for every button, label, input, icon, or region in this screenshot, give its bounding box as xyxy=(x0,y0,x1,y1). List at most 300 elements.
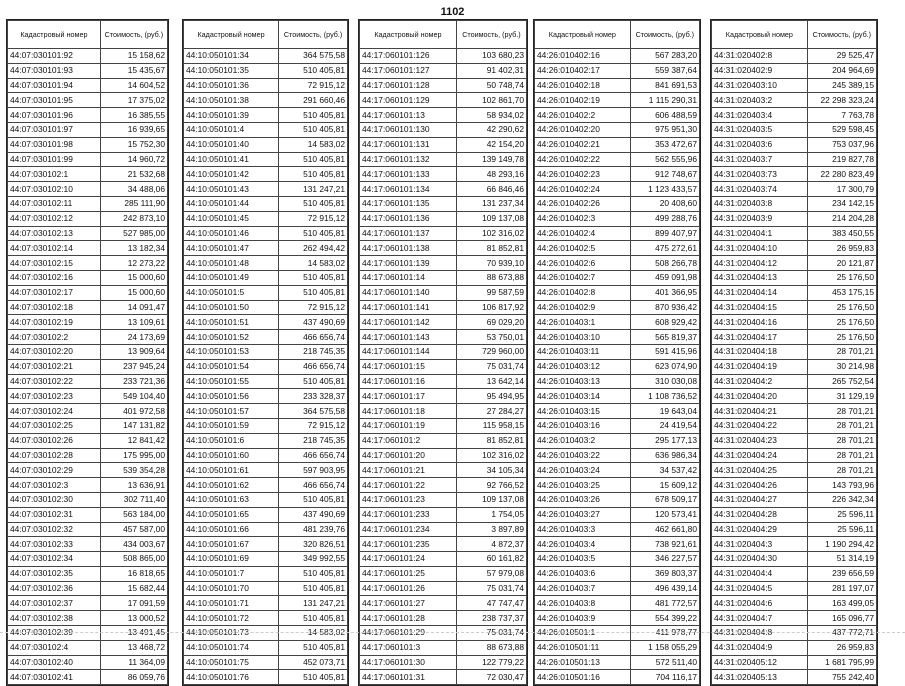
table-row xyxy=(184,670,348,685)
cadastral-number-cell: 44:26:010402:6 xyxy=(535,256,631,271)
cadastral-number-cell: 44:10:050101:38 xyxy=(184,93,279,108)
value-cell: 29 525,47 xyxy=(807,49,876,64)
table-row xyxy=(712,226,877,241)
cadastral-number-cell: 44:26:010403:14 xyxy=(535,389,631,404)
cadastral-number-cell: 44:31:020404:30 xyxy=(712,552,808,567)
value-cell: 755 242,40 xyxy=(807,670,876,685)
cadastral-number-cell: 44:17:060101:27 xyxy=(360,596,457,611)
table-row xyxy=(712,182,877,197)
cadastral-number-cell: 44:10:050101:34 xyxy=(184,49,279,64)
cadastral-table-2 xyxy=(182,19,349,686)
table-row xyxy=(184,285,348,300)
cadastral-number-cell: 44:26:010501:16 xyxy=(535,670,631,685)
value-cell: 452 073,71 xyxy=(279,655,348,670)
table-row xyxy=(712,537,877,552)
value-cell: 346 227,57 xyxy=(630,552,699,567)
cadastral-table-3 xyxy=(358,19,528,686)
table-row xyxy=(8,344,168,359)
cadastral-number-cell: 44:10:050101:41 xyxy=(184,152,279,167)
table-row xyxy=(535,655,700,670)
cadastral-number-cell: 44:17:060101:130 xyxy=(360,122,457,137)
column-header-cadastral-number: Кадастровый номер xyxy=(8,21,101,49)
table-row xyxy=(360,300,527,315)
table-row xyxy=(712,433,877,448)
value-cell: 88 673,88 xyxy=(456,270,526,285)
table-row xyxy=(184,315,348,330)
value-cell: 15 752,30 xyxy=(100,137,167,152)
table-row xyxy=(535,522,700,537)
cadastral-number-cell: 44:31:020404:28 xyxy=(712,507,808,522)
table-row xyxy=(712,49,877,64)
table-row xyxy=(360,418,527,433)
column-header-value: Стоимость, (руб.) xyxy=(630,21,699,49)
cadastral-number-cell: 44:31:020404:14 xyxy=(712,285,808,300)
cadastral-number-cell: 44:17:060101:126 xyxy=(360,49,457,64)
table-row xyxy=(712,315,877,330)
value-cell: 411 978,77 xyxy=(630,626,699,641)
value-cell: 57 979,08 xyxy=(456,566,526,581)
table-row xyxy=(712,670,877,685)
cadastral-number-cell: 44:07:030102:12 xyxy=(8,211,101,226)
cadastral-number-cell: 44:07:030102:16 xyxy=(8,270,101,285)
cadastral-value-table xyxy=(7,20,168,685)
table-row xyxy=(712,463,877,478)
value-cell: 591 415,96 xyxy=(630,344,699,359)
table-row xyxy=(535,537,700,552)
value-cell: 383 450,55 xyxy=(807,226,876,241)
value-cell: 554 399,22 xyxy=(630,611,699,626)
cadastral-number-cell: 44:07:030102:32 xyxy=(8,522,101,537)
table-row xyxy=(712,256,877,271)
cadastral-number-cell: 44:31:020405:12 xyxy=(712,655,808,670)
table-row xyxy=(360,389,527,404)
value-cell: 238 737,37 xyxy=(456,611,526,626)
table-row xyxy=(535,389,700,404)
cadastral-number-cell: 44:07:030102:30 xyxy=(8,492,101,507)
cadastral-number-cell: 44:17:060101:127 xyxy=(360,63,457,78)
value-cell: 15 435,67 xyxy=(100,63,167,78)
value-cell: 15 158,62 xyxy=(100,49,167,64)
table-row xyxy=(535,492,700,507)
table-row xyxy=(360,581,527,596)
value-cell: 563 184,00 xyxy=(100,507,167,522)
table-row xyxy=(360,670,527,685)
table-row xyxy=(8,211,168,226)
cadastral-number-cell: 44:17:060101:14 xyxy=(360,270,457,285)
cadastral-number-cell: 44:31:020404:1 xyxy=(712,226,808,241)
cadastral-number-cell: 44:10:050101:5 xyxy=(184,285,279,300)
table-row xyxy=(8,552,168,567)
value-cell: 14 583,02 xyxy=(279,256,348,271)
cadastral-number-cell: 44:17:060101:131 xyxy=(360,137,457,152)
value-cell: 1 123 433,57 xyxy=(630,182,699,197)
table-row xyxy=(712,404,877,419)
cadastral-number-cell: 44:10:050101:48 xyxy=(184,256,279,271)
cadastral-number-cell: 44:10:050101:60 xyxy=(184,448,279,463)
table-row xyxy=(535,300,700,315)
value-cell: 7 763,78 xyxy=(807,108,876,123)
cadastral-number-cell: 44:10:050101:76 xyxy=(184,670,279,685)
table-row xyxy=(712,655,877,670)
table-row xyxy=(712,78,877,93)
table-row xyxy=(184,433,348,448)
value-cell: 1 115 290,31 xyxy=(630,93,699,108)
cadastral-number-cell: 44:26:010402:8 xyxy=(535,285,631,300)
cadastral-number-cell: 44:07:030102:24 xyxy=(8,404,101,419)
value-cell: 1 754,05 xyxy=(456,507,526,522)
value-cell: 510 405,81 xyxy=(279,152,348,167)
cadastral-number-cell: 44:26:010402:23 xyxy=(535,167,631,182)
value-cell: 285 111,90 xyxy=(100,196,167,211)
value-cell: 572 511,40 xyxy=(630,655,699,670)
cadastral-number-cell: 44:10:050101:40 xyxy=(184,137,279,152)
table-row xyxy=(535,270,700,285)
cadastral-value-table xyxy=(359,20,527,685)
table-header-row xyxy=(360,21,527,49)
cadastral-number-cell: 44:07:030102:13 xyxy=(8,226,101,241)
cadastral-number-cell: 44:07:030102:4 xyxy=(8,640,101,655)
table-row xyxy=(360,315,527,330)
cadastral-number-cell: 44:10:050101:75 xyxy=(184,655,279,670)
cadastral-number-cell: 44:31:020403:8 xyxy=(712,196,808,211)
cadastral-number-cell: 44:10:050101:45 xyxy=(184,211,279,226)
cadastral-number-cell: 44:10:050101:71 xyxy=(184,596,279,611)
cadastral-number-cell: 44:17:060101:234 xyxy=(360,522,457,537)
table-row xyxy=(8,49,168,64)
cadastral-number-cell: 44:07:030102:28 xyxy=(8,448,101,463)
value-cell: 510 405,81 xyxy=(279,63,348,78)
table-row xyxy=(184,241,348,256)
cadastral-number-cell: 44:10:050101:42 xyxy=(184,167,279,182)
cadastral-number-cell: 44:26:010402:24 xyxy=(535,182,631,197)
table-row xyxy=(8,522,168,537)
cadastral-number-cell: 44:26:010403:6 xyxy=(535,566,631,581)
bottom-rule xyxy=(0,632,905,633)
value-cell: 28 701,21 xyxy=(807,404,876,419)
table-row xyxy=(535,448,700,463)
cadastral-number-cell: 44:26:010402:16 xyxy=(535,49,631,64)
table-row xyxy=(8,389,168,404)
cadastral-number-cell: 44:17:060101:2 xyxy=(360,433,457,448)
cadastral-number-cell: 44:31:020404:17 xyxy=(712,330,808,345)
table-row xyxy=(8,404,168,419)
cadastral-number-cell: 44:17:060101:15 xyxy=(360,359,457,374)
value-cell: 147 131,82 xyxy=(100,418,167,433)
cadastral-number-cell: 44:10:050101:59 xyxy=(184,418,279,433)
cadastral-number-cell: 44:26:010403:1 xyxy=(535,315,631,330)
cadastral-number-cell: 44:17:060101:30 xyxy=(360,655,457,670)
cadastral-number-cell: 44:17:060101:128 xyxy=(360,78,457,93)
value-cell: 106 817,92 xyxy=(456,300,526,315)
cadastral-number-cell: 44:10:050101:62 xyxy=(184,478,279,493)
table-row xyxy=(712,507,877,522)
value-cell: 508 865,00 xyxy=(100,552,167,567)
table-row xyxy=(8,330,168,345)
table-row xyxy=(535,670,700,685)
value-cell: 349 992,55 xyxy=(279,552,348,567)
value-cell: 86 059,76 xyxy=(100,670,167,685)
value-cell: 131 237,34 xyxy=(456,196,526,211)
cadastral-number-cell: 44:10:050101:66 xyxy=(184,522,279,537)
cadastral-number-cell: 44:26:010402:18 xyxy=(535,78,631,93)
table-row xyxy=(360,122,527,137)
cadastral-number-cell: 44:26:010403:13 xyxy=(535,374,631,389)
value-cell: 608 929,42 xyxy=(630,315,699,330)
value-cell: 437 490,69 xyxy=(279,315,348,330)
value-cell: 453 175,15 xyxy=(807,285,876,300)
table-row xyxy=(535,285,700,300)
table-row xyxy=(712,270,877,285)
value-cell: 13 642,14 xyxy=(456,374,526,389)
table-row xyxy=(712,241,877,256)
value-cell: 549 104,40 xyxy=(100,389,167,404)
table-row xyxy=(8,478,168,493)
table-row xyxy=(8,152,168,167)
cadastral-number-cell: 44:10:050101:54 xyxy=(184,359,279,374)
cadastral-number-cell: 44:07:030102:26 xyxy=(8,433,101,448)
value-cell: 510 405,81 xyxy=(279,108,348,123)
cadastral-number-cell: 44:07:030102:23 xyxy=(8,389,101,404)
value-cell: 466 656,74 xyxy=(279,330,348,345)
table-row xyxy=(360,640,527,655)
table-row xyxy=(184,374,348,389)
cadastral-number-cell: 44:07:030101:95 xyxy=(8,93,101,108)
cadastral-number-cell: 44:26:010402:7 xyxy=(535,270,631,285)
cadastral-number-cell: 44:31:020404:27 xyxy=(712,492,808,507)
table-row xyxy=(184,404,348,419)
value-cell: 496 439,14 xyxy=(630,581,699,596)
table-row xyxy=(184,152,348,167)
cadastral-number-cell: 44:31:020404:5 xyxy=(712,581,808,596)
table-row xyxy=(8,581,168,596)
value-cell: 20 408,60 xyxy=(630,196,699,211)
table-row xyxy=(184,448,348,463)
value-cell: 508 266,78 xyxy=(630,256,699,271)
table-row xyxy=(712,522,877,537)
cadastral-number-cell: 44:26:010403:27 xyxy=(535,507,631,522)
table-row xyxy=(535,108,700,123)
value-cell: 165 096,77 xyxy=(807,611,876,626)
cadastral-number-cell: 44:26:010403:26 xyxy=(535,492,631,507)
cadastral-number-cell: 44:10:050101:72 xyxy=(184,611,279,626)
cadastral-number-cell: 44:31:020403:7 xyxy=(712,152,808,167)
column-header-cadastral-number: Кадастровый номер xyxy=(360,21,457,49)
value-cell: 559 387,64 xyxy=(630,63,699,78)
table-row xyxy=(8,226,168,241)
table-row xyxy=(8,492,168,507)
value-cell: 233 328,37 xyxy=(279,389,348,404)
table-row xyxy=(535,167,700,182)
value-cell: 302 711,40 xyxy=(100,492,167,507)
table-row xyxy=(184,344,348,359)
cadastral-number-cell: 44:17:060101:143 xyxy=(360,330,457,345)
table-row xyxy=(535,374,700,389)
cadastral-number-cell: 44:26:010402:26 xyxy=(535,196,631,211)
value-cell: 17 091,59 xyxy=(100,596,167,611)
value-cell: 13 636,91 xyxy=(100,478,167,493)
table-row xyxy=(360,448,527,463)
table-row xyxy=(360,241,527,256)
cadastral-number-cell: 44:26:010403:15 xyxy=(535,404,631,419)
cadastral-number-cell: 44:31:020404:26 xyxy=(712,478,808,493)
value-cell: 434 003,67 xyxy=(100,537,167,552)
table-row xyxy=(360,537,527,552)
cadastral-number-cell: 44:31:020404:16 xyxy=(712,315,808,330)
value-cell: 245 389,15 xyxy=(807,78,876,93)
table-row xyxy=(184,507,348,522)
value-cell: 34 537,42 xyxy=(630,463,699,478)
cadastral-number-cell: 44:17:060101:136 xyxy=(360,211,457,226)
table-header-row xyxy=(535,21,700,49)
value-cell: 204 964,69 xyxy=(807,63,876,78)
value-cell: 28 701,21 xyxy=(807,433,876,448)
cadastral-number-cell: 44:17:060101:138 xyxy=(360,241,457,256)
value-cell: 753 037,96 xyxy=(807,137,876,152)
cadastral-number-cell: 44:07:030101:96 xyxy=(8,108,101,123)
cadastral-number-cell: 44:26:010403:2 xyxy=(535,433,631,448)
value-cell: 72 915,12 xyxy=(279,211,348,226)
cadastral-number-cell: 44:17:060101:129 xyxy=(360,93,457,108)
table-row xyxy=(535,330,700,345)
table-row xyxy=(8,640,168,655)
cadastral-number-cell: 44:26:010403:22 xyxy=(535,448,631,463)
value-cell: 66 846,46 xyxy=(456,182,526,197)
value-cell: 25 596,11 xyxy=(807,522,876,537)
value-cell: 75 031,74 xyxy=(456,581,526,596)
cadastral-number-cell: 44:07:030102:22 xyxy=(8,374,101,389)
table-row xyxy=(535,552,700,567)
value-cell: 14 091,47 xyxy=(100,300,167,315)
cadastral-number-cell: 44:07:030101:94 xyxy=(8,78,101,93)
cadastral-number-cell: 44:07:030102:21 xyxy=(8,359,101,374)
cadastral-number-cell: 44:31:020404:25 xyxy=(712,463,808,478)
cadastral-number-cell: 44:31:020405:13 xyxy=(712,670,808,685)
value-cell: 163 499,05 xyxy=(807,596,876,611)
table-row xyxy=(535,63,700,78)
cadastral-number-cell: 44:31:020403:10 xyxy=(712,78,808,93)
cadastral-number-cell: 44:17:060101:132 xyxy=(360,152,457,167)
value-cell: 218 745,35 xyxy=(279,433,348,448)
value-cell: 510 405,81 xyxy=(279,492,348,507)
table-row xyxy=(184,640,348,655)
value-cell: 510 405,81 xyxy=(279,122,348,137)
cadastral-number-cell: 44:31:020404:12 xyxy=(712,256,808,271)
table-row xyxy=(8,78,168,93)
value-cell: 291 660,46 xyxy=(279,93,348,108)
table-row xyxy=(535,152,700,167)
value-cell: 912 748,67 xyxy=(630,167,699,182)
value-cell: 457 587,00 xyxy=(100,522,167,537)
table-row xyxy=(184,330,348,345)
cadastral-number-cell: 44:26:010402:9 xyxy=(535,300,631,315)
table-row xyxy=(184,78,348,93)
table-row xyxy=(712,640,877,655)
value-cell: 42 154,20 xyxy=(456,137,526,152)
value-cell: 72 030,47 xyxy=(456,670,526,685)
cadastral-number-cell: 44:26:010402:17 xyxy=(535,63,631,78)
table-row xyxy=(184,226,348,241)
table-row xyxy=(8,670,168,685)
value-cell: 3 897,89 xyxy=(456,522,526,537)
value-cell: 120 573,41 xyxy=(630,507,699,522)
cadastral-number-cell: 44:17:060101:29 xyxy=(360,626,457,641)
cadastral-number-cell: 44:31:020403:4 xyxy=(712,108,808,123)
table-row xyxy=(535,359,700,374)
value-cell: 15 000,60 xyxy=(100,285,167,300)
table-row xyxy=(712,196,877,211)
value-cell: 13 000,52 xyxy=(100,611,167,626)
table-header-row xyxy=(184,21,348,49)
value-cell: 510 405,81 xyxy=(279,581,348,596)
cadastral-number-cell: 44:17:060101:18 xyxy=(360,404,457,419)
table-row xyxy=(184,63,348,78)
table-row xyxy=(360,478,527,493)
cadastral-number-cell: 44:17:060101:235 xyxy=(360,537,457,552)
cadastral-number-cell: 44:17:060101:24 xyxy=(360,552,457,567)
value-cell: 26 959,83 xyxy=(807,241,876,256)
cadastral-number-cell: 44:10:050101:70 xyxy=(184,581,279,596)
table-row xyxy=(360,522,527,537)
value-cell: 99 587,59 xyxy=(456,285,526,300)
cadastral-number-cell: 44:26:010402:4 xyxy=(535,226,631,241)
value-cell: 13 468,72 xyxy=(100,640,167,655)
value-cell: 22 280 823,49 xyxy=(807,167,876,182)
value-cell: 239 656,59 xyxy=(807,566,876,581)
table-row xyxy=(360,359,527,374)
cadastral-number-cell: 44:07:030102:38 xyxy=(8,611,101,626)
value-cell: 4 872,37 xyxy=(456,537,526,552)
table-row xyxy=(8,611,168,626)
cadastral-number-cell: 44:10:050101:61 xyxy=(184,463,279,478)
cadastral-number-cell: 44:17:060101:3 xyxy=(360,640,457,655)
cadastral-number-cell: 44:10:050101:74 xyxy=(184,640,279,655)
table-row xyxy=(184,137,348,152)
table-row xyxy=(535,566,700,581)
cadastral-number-cell: 44:10:050101:63 xyxy=(184,492,279,507)
value-cell: 729 960,00 xyxy=(456,344,526,359)
value-cell: 11 364,09 xyxy=(100,655,167,670)
value-cell: 109 137,08 xyxy=(456,211,526,226)
cadastral-number-cell: 44:17:060101:141 xyxy=(360,300,457,315)
value-cell: 499 288,76 xyxy=(630,211,699,226)
cadastral-number-cell: 44:10:050101:69 xyxy=(184,552,279,567)
cadastral-number-cell: 44:07:030102:15 xyxy=(8,256,101,271)
table-row xyxy=(535,137,700,152)
column-header-cadastral-number: Кадастровый номер xyxy=(184,21,279,49)
table-row xyxy=(360,404,527,419)
cadastral-number-cell: 44:31:020404:7 xyxy=(712,611,808,626)
value-cell: 219 827,78 xyxy=(807,152,876,167)
value-cell: 109 137,08 xyxy=(456,492,526,507)
cadastral-number-cell: 44:07:030102:34 xyxy=(8,552,101,567)
cadastral-number-cell: 44:26:010403:25 xyxy=(535,478,631,493)
table-row xyxy=(712,389,877,404)
cadastral-number-cell: 44:07:030102:3 xyxy=(8,478,101,493)
value-cell: 295 177,13 xyxy=(630,433,699,448)
table-row xyxy=(535,93,700,108)
cadastral-number-cell: 44:17:060101:22 xyxy=(360,478,457,493)
table-row xyxy=(360,49,527,64)
table-row xyxy=(8,167,168,182)
value-cell: 25 176,50 xyxy=(807,315,876,330)
cadastral-number-cell: 44:26:010402:3 xyxy=(535,211,631,226)
table-header-row xyxy=(8,21,168,49)
cadastral-number-cell: 44:07:030102:41 xyxy=(8,670,101,685)
cadastral-number-cell: 44:07:030101:92 xyxy=(8,49,101,64)
cadastral-number-cell: 44:07:030102:36 xyxy=(8,581,101,596)
cadastral-number-cell: 44:17:060101:134 xyxy=(360,182,457,197)
cadastral-number-cell: 44:07:030102:18 xyxy=(8,300,101,315)
